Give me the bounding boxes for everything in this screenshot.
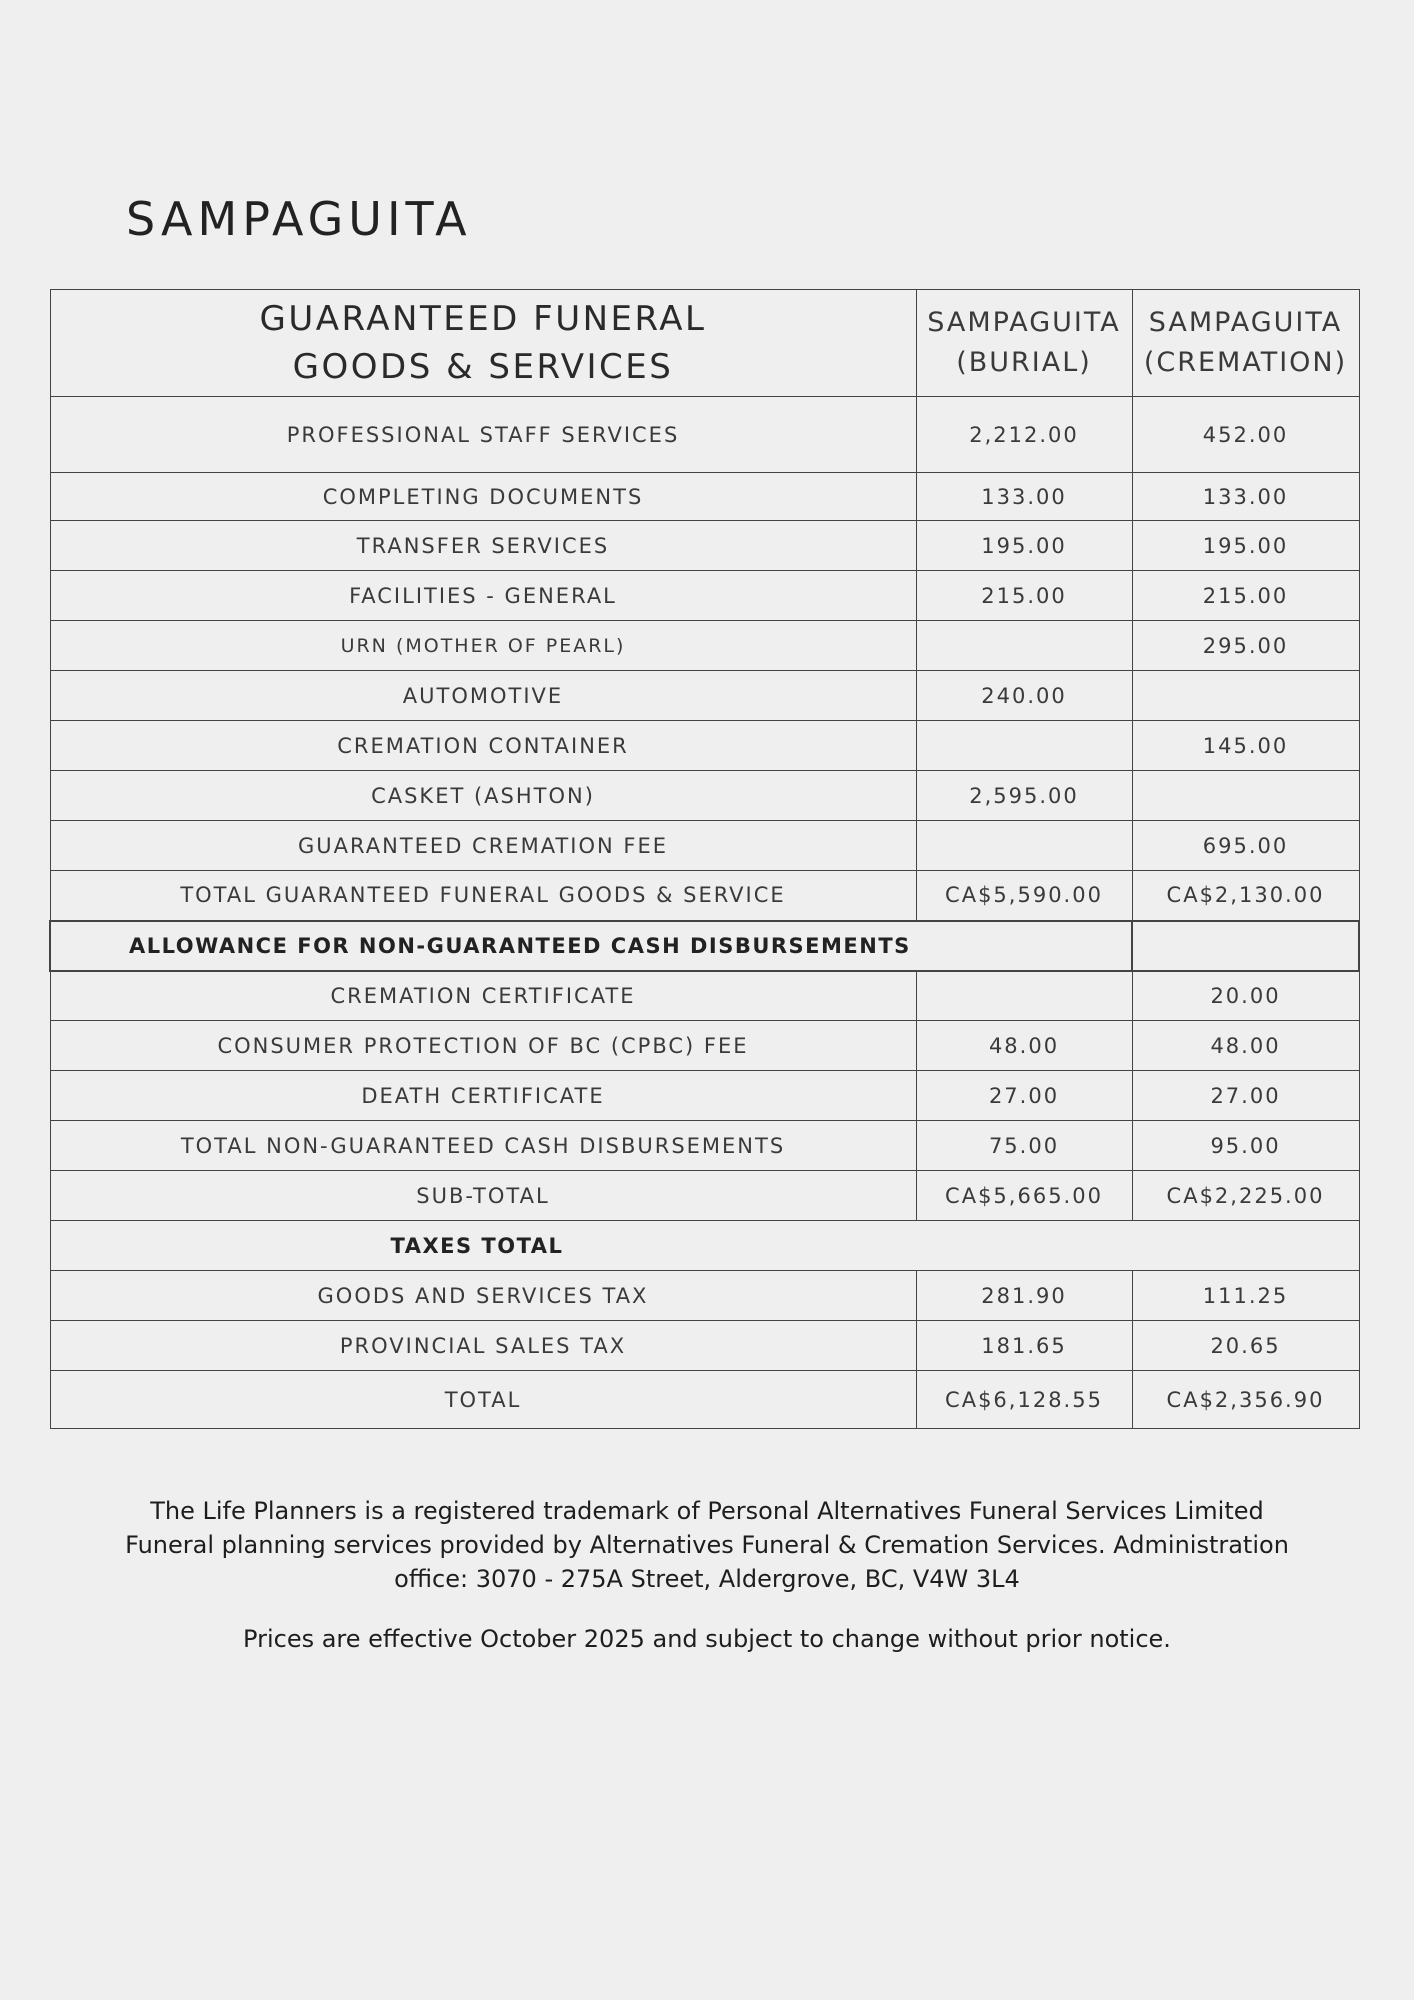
header-cremation-line2: (CREMATION) <box>1143 347 1348 378</box>
cremation-value: CA$2,225.00 <box>1132 1171 1359 1221</box>
cremation-value: CA$2,356.90 <box>1132 1371 1359 1429</box>
row-label: TRANSFER SERVICES <box>50 521 916 571</box>
burial-value <box>916 971 1132 1021</box>
cremation-value: 27.00 <box>1132 1071 1359 1121</box>
table-row <box>50 821 1359 871</box>
row-label: DEATH CERTIFICATE <box>50 1071 916 1121</box>
row-label: SUB-TOTAL <box>50 1171 916 1221</box>
row-label: CASKET (ASHTON) <box>50 771 916 821</box>
burial-value: 215.00 <box>916 571 1132 621</box>
table-row <box>50 771 1359 821</box>
row-label: CREMATION CONTAINER <box>50 721 916 771</box>
cremation-value: 20.65 <box>1132 1321 1359 1371</box>
burial-value: 75.00 <box>916 1121 1132 1171</box>
burial-value: CA$6,128.55 <box>916 1371 1132 1429</box>
table-header-row <box>50 290 1359 397</box>
burial-value: CA$5,590.00 <box>916 871 1132 921</box>
row-label: COMPLETING DOCUMENTS <box>50 473 916 521</box>
cremation-value: 133.00 <box>1132 473 1359 521</box>
page-title: SAMPAGUITA <box>126 192 472 246</box>
cremation-value: 48.00 <box>1132 1021 1359 1071</box>
table-row <box>50 621 1359 671</box>
row-label: FACILITIES - GENERAL <box>50 571 916 621</box>
header-cremation-line1: SAMPAGUITA <box>1148 307 1343 338</box>
row-label: GUARANTEED CREMATION FEE <box>50 821 916 871</box>
header-burial-line1: SAMPAGUITA <box>927 307 1121 338</box>
table-row-total-non-guaranteed <box>50 1121 1359 1171</box>
header-cremation <box>1132 290 1359 397</box>
row-label: GOODS AND SERVICES TAX <box>50 1271 916 1321</box>
header-burial <box>916 290 1132 397</box>
header-main-line2: GOODS & SERVICES <box>292 347 674 387</box>
allowance-section-empty-cell <box>1132 921 1359 971</box>
burial-value: 281.90 <box>916 1271 1132 1321</box>
table-row-total-guaranteed <box>50 871 1359 921</box>
footer <box>100 1494 1314 1656</box>
footer-price-note: Prices are effective October 2025 and subject to change without prior notice. <box>243 1625 1171 1653</box>
table-row-total <box>50 1371 1359 1429</box>
row-label: CREMATION CERTIFICATE <box>50 971 916 1021</box>
cremation-value: CA$2,130.00 <box>1132 871 1359 921</box>
table-row-subtotal <box>50 1171 1359 1221</box>
burial-value <box>916 621 1132 671</box>
burial-value: CA$5,665.00 <box>916 1171 1132 1221</box>
row-label: TOTAL GUARANTEED FUNERAL GOODS & SERVICE <box>50 871 916 921</box>
row-label: PROFESSIONAL STAFF SERVICES <box>50 397 916 473</box>
price-table <box>49 289 1360 1429</box>
row-label: PROVINCIAL SALES TAX <box>50 1321 916 1371</box>
cremation-value: 695.00 <box>1132 821 1359 871</box>
table-row <box>50 971 1359 1021</box>
row-label: URN (MOTHER OF PEARL) <box>50 621 916 671</box>
row-label: CONSUMER PROTECTION OF BC (CPBC) FEE <box>50 1021 916 1071</box>
allowance-section-row <box>50 921 1359 971</box>
burial-value: 181.65 <box>916 1321 1132 1371</box>
cremation-value: 452.00 <box>1132 397 1359 473</box>
header-burial-line2: (BURIAL) <box>956 347 1092 378</box>
table-row <box>50 1071 1359 1121</box>
footer-trademark: The Life Planners is a registered trademark of Personal Alternatives Funeral Services Limited <box>150 1497 1264 1525</box>
burial-value: 27.00 <box>916 1071 1132 1121</box>
taxes-section-heading: TAXES TOTAL <box>50 1221 1359 1271</box>
cremation-value: 95.00 <box>1132 1121 1359 1171</box>
row-label: AUTOMOTIVE <box>50 671 916 721</box>
table-row <box>50 671 1359 721</box>
table-row <box>50 571 1359 621</box>
table-row <box>50 521 1359 571</box>
cremation-value: 295.00 <box>1132 621 1359 671</box>
allowance-section-heading: ALLOWANCE FOR NON-GUARANTEED CASH DISBURSEMENTS <box>50 921 1132 971</box>
cremation-value: 195.00 <box>1132 521 1359 571</box>
burial-value: 48.00 <box>916 1021 1132 1071</box>
table-row <box>50 397 1359 473</box>
burial-value: 195.00 <box>916 521 1132 571</box>
burial-value <box>916 821 1132 871</box>
row-label: TOTAL <box>50 1371 916 1429</box>
table-row <box>50 1021 1359 1071</box>
cremation-value: 215.00 <box>1132 571 1359 621</box>
row-label: TOTAL NON-GUARANTEED CASH DISBURSEMENTS <box>50 1121 916 1171</box>
cremation-value: 111.25 <box>1132 1271 1359 1321</box>
footer-provider: Funeral planning services provided by Alternatives Funeral & Cremation Services. Administration office: 3070 - 275A Street, Aldergrove, BC, V4W 3L4 <box>125 1531 1289 1593</box>
burial-value: 240.00 <box>916 671 1132 721</box>
cremation-value <box>1132 771 1359 821</box>
cremation-value: 145.00 <box>1132 721 1359 771</box>
table-row <box>50 1321 1359 1371</box>
table-row <box>50 1271 1359 1321</box>
burial-value: 2,212.00 <box>916 397 1132 473</box>
burial-value <box>916 721 1132 771</box>
header-goods-services <box>50 290 916 397</box>
table-row <box>50 473 1359 521</box>
header-main-line1: GUARANTEED FUNERAL <box>259 299 707 339</box>
table-row <box>50 721 1359 771</box>
burial-value: 133.00 <box>916 473 1132 521</box>
taxes-section-row <box>50 1221 1359 1271</box>
cremation-value: 20.00 <box>1132 971 1359 1021</box>
burial-value: 2,595.00 <box>916 771 1132 821</box>
cremation-value <box>1132 671 1359 721</box>
